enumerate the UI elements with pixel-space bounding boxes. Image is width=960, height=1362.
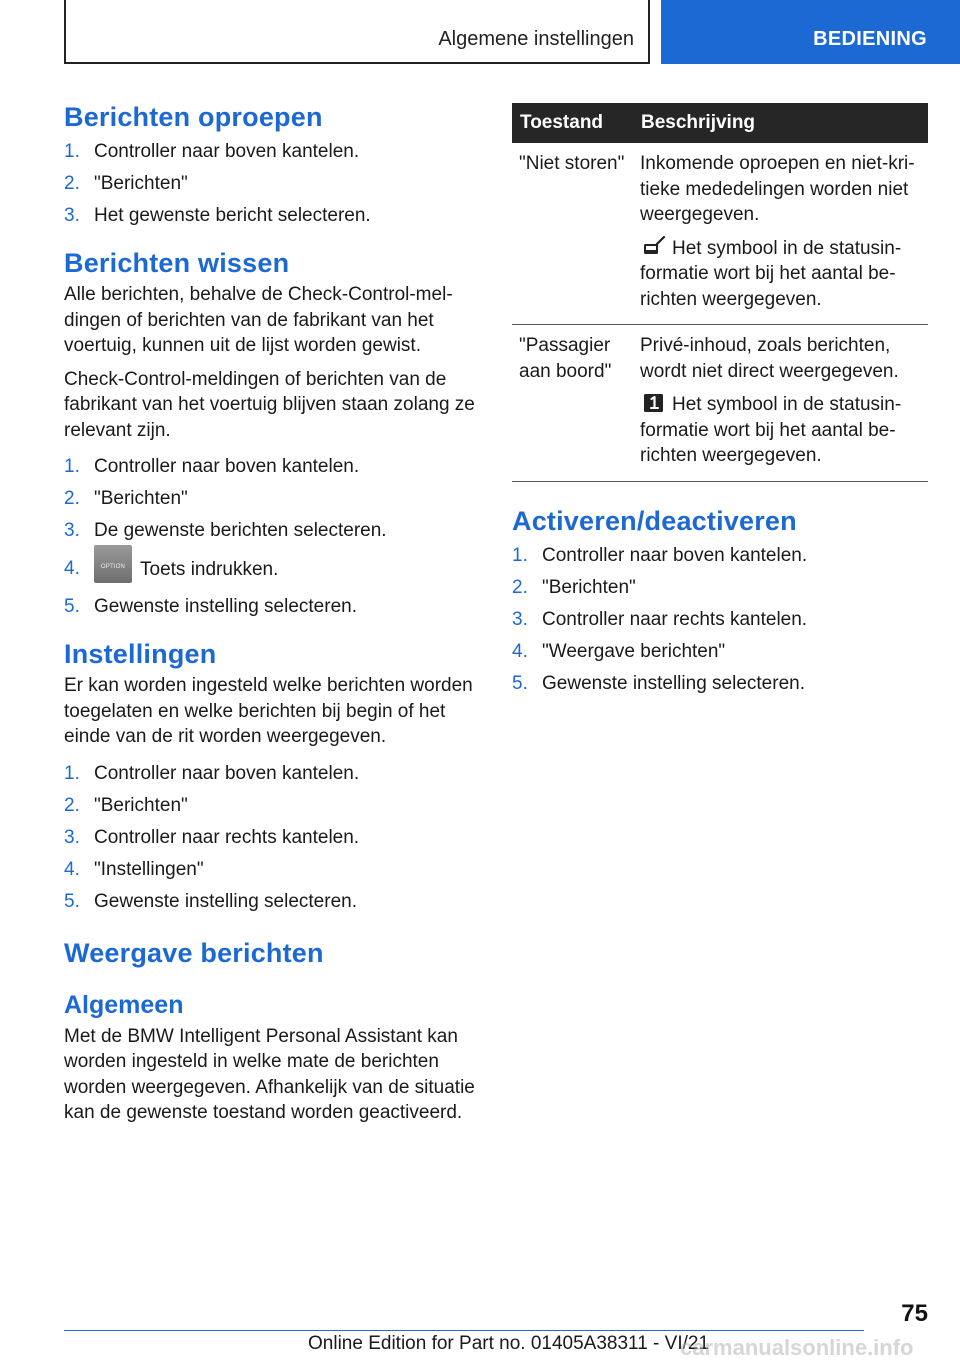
- mode-table: [512, 103, 928, 482]
- list-item: [64, 200, 482, 232]
- step-number: 1.: [512, 544, 528, 566]
- table-row: [512, 143, 928, 325]
- step-number: 2.: [64, 173, 80, 194]
- heading-berichten-wissen: Berichten wissen: [64, 248, 290, 278]
- step-number: 4.: [512, 640, 528, 662]
- description-text: Privé-inhoud, zoals berichten, wordt niet direct weergegeven.: [640, 335, 899, 382]
- list-item: [64, 886, 482, 918]
- list-item: [64, 483, 482, 515]
- edition-text: Online Edition for Part no. 01405A38311 - VI/21: [308, 1333, 710, 1354]
- step-number: 1.: [64, 456, 80, 477]
- steps-wissen: [64, 451, 482, 623]
- list-item: [64, 854, 482, 886]
- chapter-tab-label: BEDIENING: [813, 28, 927, 50]
- step-number: 4.: [64, 858, 80, 880]
- step-number: 3.: [512, 608, 528, 630]
- list-item: [512, 636, 928, 668]
- step-number: 2.: [64, 488, 80, 509]
- step-text: Gewenste instelling selecteren.: [94, 890, 357, 912]
- passenger-icon: [642, 393, 666, 413]
- step-number: 2.: [64, 794, 80, 816]
- steps-activeren: [512, 540, 928, 700]
- list-item: [512, 604, 928, 636]
- state-text: "Passagier aan boord": [519, 335, 612, 382]
- step-number: 5.: [64, 596, 80, 617]
- symbol-note-text: Het symbool in de statusinformatie wort bij het aantal berichten weergegeven.: [640, 394, 902, 466]
- step-text: "Weergave berichten": [542, 640, 726, 662]
- step-text: "Berichten": [94, 173, 188, 194]
- chapter-tab: [661, 0, 960, 64]
- step-number: 1.: [64, 141, 80, 162]
- option-key-label: OPTION: [100, 564, 126, 570]
- step-text: Controller naar rechts kantelen.: [94, 826, 360, 848]
- step-number: 3.: [64, 826, 80, 848]
- paragraph-wissen-1: Alle berichten, behalve de Check-Control-meldingen of berichten van de fabrikant van het voertuig, kunnen uit de lijst worden gewist.: [64, 284, 453, 356]
- state-cell: [512, 325, 633, 482]
- step-number: 5.: [512, 672, 528, 694]
- list-item: [512, 540, 928, 572]
- column-header-beschrijving: Beschrijving: [633, 103, 928, 143]
- symbol-note-text: Het symbool in de statusinformatie wort bij het aantal berichten weergegeven.: [640, 237, 902, 310]
- table-row: [512, 325, 928, 482]
- list-item: [64, 136, 482, 168]
- step-text: Controller naar boven kantelen.: [94, 456, 360, 477]
- list-item: [64, 790, 482, 822]
- step-text: "Instellingen": [94, 858, 204, 880]
- heading-weergave-berichten: Weergave berichten: [64, 937, 324, 968]
- list-item: [512, 668, 928, 700]
- steps-instellingen: [64, 758, 482, 918]
- column-header-toestand: Toestand: [512, 103, 633, 143]
- list-item: [512, 572, 928, 604]
- description-cell: [633, 325, 928, 482]
- step-text: "Berichten": [94, 488, 188, 509]
- description-text: Inkomende oproepen en niet-kritieke mededelingen worden niet weergegeven.: [640, 153, 915, 225]
- right-column: [512, 103, 928, 704]
- step-number: 5.: [64, 890, 80, 912]
- step-number: 3.: [64, 205, 80, 226]
- list-item: [64, 551, 482, 589]
- paragraph-instellingen: Er kan worden ingesteld welke berichten worden toegelaten en welke berichten bij begin of het einde van de rit worden weergegeven.: [64, 675, 473, 747]
- step-number: 4.: [64, 558, 80, 579]
- step-text: Gewenste instelling selecteren.: [542, 672, 805, 694]
- symbol-note: [640, 392, 921, 469]
- step-text: "Berichten": [94, 794, 188, 816]
- page-number: 75: [901, 1300, 928, 1327]
- watermark: carmanualsonline.info: [680, 1335, 914, 1360]
- step-text: Controller naar boven kantelen.: [94, 762, 360, 784]
- step-text: Het gewenste bericht selecteren.: [94, 205, 371, 226]
- state-text: "Niet storen": [519, 153, 625, 174]
- step-text: Controller naar boven kantelen.: [94, 141, 360, 162]
- paragraph-algemeen: Met de BMW Intelligent Personal Assistant kan worden ingesteld in welke mate de berichten worden weergegeven. Afhankelijk van de situatie kan de gewenste toestand worden geactiveerd.: [64, 1025, 475, 1123]
- heading-instellingen: Instellingen: [64, 639, 217, 669]
- section-title: Algemene instellingen: [438, 28, 634, 50]
- step-text: De gewenste berichten selecteren.: [94, 520, 387, 541]
- steps-oproepen: [64, 136, 482, 232]
- step-text: Controller naar boven kantelen.: [542, 544, 808, 566]
- list-item: [64, 822, 482, 854]
- state-cell: [512, 143, 633, 325]
- header-frame: [64, 0, 650, 64]
- list-item: [64, 758, 482, 790]
- symbol-note: [640, 236, 921, 313]
- step-text: Toets indrukken.: [140, 559, 279, 581]
- heading-activeren-deactiveren: Activeren/deactiveren: [512, 505, 797, 536]
- step-text: Gewenste instelling selecteren.: [94, 596, 357, 617]
- do-not-disturb-icon: [642, 236, 666, 256]
- paragraph-wissen-2: Check-Control-meldingen of berichten van de fabrikant van het voertuig blijven staan zolang ze relevant zijn.: [64, 368, 475, 441]
- step-number: 2.: [512, 576, 528, 598]
- heading-berichten-oproepen: Berichten oproepen: [64, 102, 323, 132]
- step-text: Controller naar rechts kantelen.: [542, 608, 808, 630]
- list-item: [64, 591, 482, 623]
- step-number: 3.: [64, 520, 80, 541]
- subheading-algemeen: Algemeen: [64, 990, 184, 1019]
- list-item: [64, 168, 482, 200]
- left-column: [64, 100, 482, 1134]
- list-item: [64, 515, 482, 547]
- list-item: [64, 451, 482, 483]
- step-text: "Berichten": [542, 576, 636, 598]
- step-number: 1.: [64, 762, 80, 784]
- table-header-row: [512, 103, 928, 143]
- option-key-icon: [94, 545, 132, 583]
- footer-divider: [64, 1330, 864, 1331]
- description-cell: [633, 143, 928, 325]
